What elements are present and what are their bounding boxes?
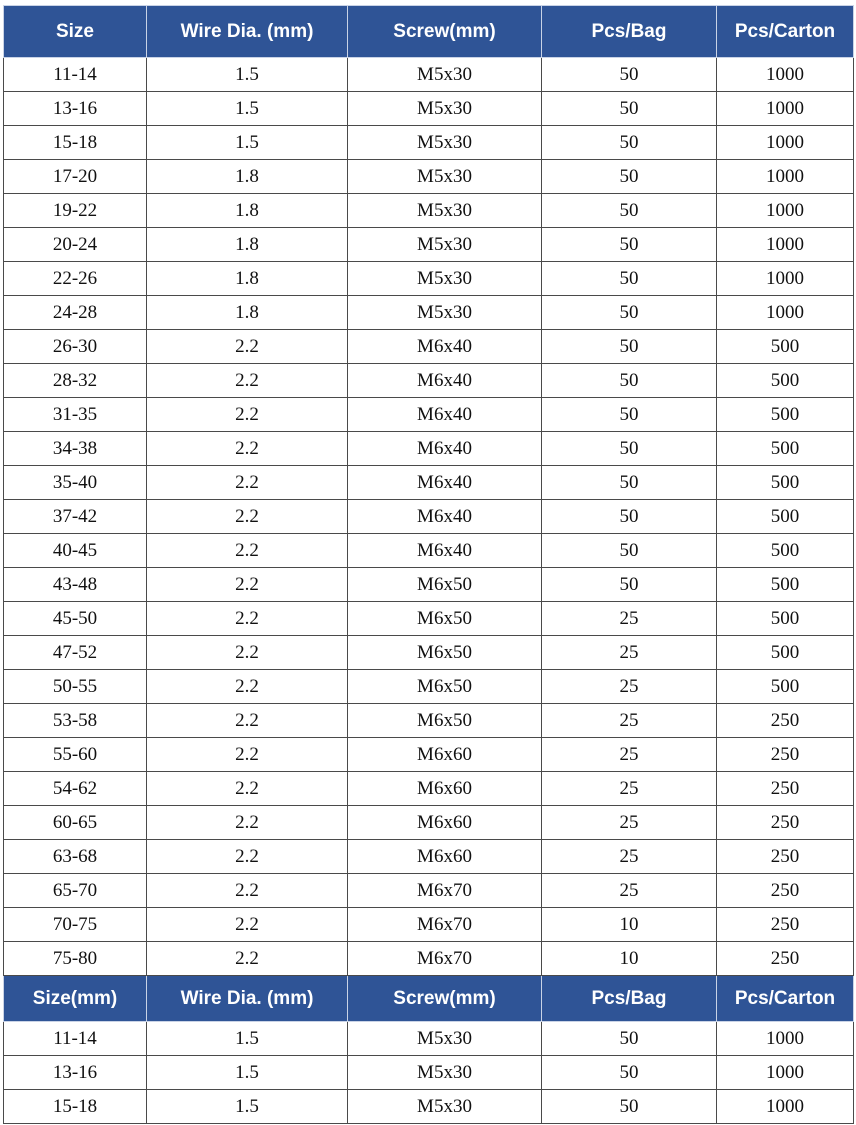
column-header-wire-dia: Wire Dia. (mm)	[147, 976, 348, 1022]
cell-size: 54-62	[4, 772, 147, 806]
cell-screw: M6x50	[348, 568, 542, 602]
cell-size: 11-14	[4, 58, 147, 92]
cell-pcs-carton: 1000	[717, 1090, 854, 1124]
cell-pcs-bag: 50	[542, 398, 717, 432]
cell-size: 15-18	[4, 126, 147, 160]
cell-wire-dia: 2.2	[147, 806, 348, 840]
cell-wire-dia: 1.5	[147, 92, 348, 126]
cell-size: 47-52	[4, 636, 147, 670]
cell-pcs-carton: 1000	[717, 160, 854, 194]
cell-size: 28-32	[4, 364, 147, 398]
table-row	[4, 364, 854, 398]
cell-screw: M5x30	[348, 92, 542, 126]
cell-pcs-bag: 50	[542, 500, 717, 534]
cell-screw: M5x30	[348, 262, 542, 296]
table-row	[4, 908, 854, 942]
cell-pcs-bag: 25	[542, 840, 717, 874]
cell-size: 70-75	[4, 908, 147, 942]
cell-pcs-bag: 50	[542, 364, 717, 398]
cell-pcs-bag: 50	[542, 126, 717, 160]
table-row	[4, 262, 854, 296]
cell-size: 13-16	[4, 92, 147, 126]
cell-wire-dia: 2.2	[147, 500, 348, 534]
cell-pcs-carton: 1000	[717, 58, 854, 92]
cell-wire-dia: 2.2	[147, 738, 348, 772]
cell-screw: M5x30	[348, 228, 542, 262]
cell-wire-dia: 1.5	[147, 1090, 348, 1124]
cell-pcs-carton: 500	[717, 534, 854, 568]
cell-screw: M6x40	[348, 432, 542, 466]
header-row	[4, 976, 854, 1022]
cell-screw: M5x30	[348, 160, 542, 194]
table-row	[4, 942, 854, 976]
cell-wire-dia: 1.8	[147, 228, 348, 262]
cell-pcs-carton: 250	[717, 738, 854, 772]
cell-size: 22-26	[4, 262, 147, 296]
cell-wire-dia: 1.5	[147, 1056, 348, 1090]
cell-wire-dia: 1.5	[147, 1022, 348, 1056]
cell-size: 45-50	[4, 602, 147, 636]
cell-pcs-carton: 1000	[717, 194, 854, 228]
cell-wire-dia: 1.8	[147, 296, 348, 330]
column-header-size: Size(mm)	[4, 976, 147, 1022]
cell-pcs-carton: 1000	[717, 262, 854, 296]
cell-size: 37-42	[4, 500, 147, 534]
cell-screw: M6x50	[348, 670, 542, 704]
column-header-pcs-bag: Pcs/Bag	[542, 6, 717, 58]
cell-size: 60-65	[4, 806, 147, 840]
cell-size: 26-30	[4, 330, 147, 364]
cell-pcs-bag: 25	[542, 874, 717, 908]
cell-screw: M6x60	[348, 738, 542, 772]
cell-screw: M6x60	[348, 840, 542, 874]
cell-size: 11-14	[4, 1022, 147, 1056]
cell-pcs-bag: 50	[542, 262, 717, 296]
cell-wire-dia: 2.2	[147, 398, 348, 432]
column-header-size: Size	[4, 6, 147, 58]
table-row	[4, 670, 854, 704]
cell-wire-dia: 2.2	[147, 466, 348, 500]
cell-pcs-bag: 50	[542, 194, 717, 228]
cell-size: 43-48	[4, 568, 147, 602]
table-row	[4, 398, 854, 432]
cell-pcs-carton: 250	[717, 772, 854, 806]
cell-wire-dia: 2.2	[147, 942, 348, 976]
cell-pcs-carton: 250	[717, 704, 854, 738]
cell-pcs-carton: 1000	[717, 92, 854, 126]
cell-pcs-bag: 25	[542, 806, 717, 840]
cell-screw: M6x50	[348, 602, 542, 636]
cell-pcs-bag: 25	[542, 738, 717, 772]
table-row	[4, 806, 854, 840]
table-row	[4, 704, 854, 738]
cell-screw: M6x60	[348, 772, 542, 806]
table-row	[4, 126, 854, 160]
cell-size: 15-18	[4, 1090, 147, 1124]
cell-size: 19-22	[4, 194, 147, 228]
cell-screw: M5x30	[348, 296, 542, 330]
table-row	[4, 330, 854, 364]
table-row	[4, 194, 854, 228]
cell-screw: M6x40	[348, 534, 542, 568]
cell-pcs-bag: 50	[542, 58, 717, 92]
cell-size: 63-68	[4, 840, 147, 874]
spec-table-body	[4, 6, 854, 1124]
cell-wire-dia: 2.2	[147, 840, 348, 874]
cell-pcs-carton: 1000	[717, 126, 854, 160]
cell-wire-dia: 1.8	[147, 262, 348, 296]
cell-size: 34-38	[4, 432, 147, 466]
table-row	[4, 1056, 854, 1090]
cell-size: 13-16	[4, 1056, 147, 1090]
cell-screw: M6x50	[348, 636, 542, 670]
cell-pcs-carton: 500	[717, 636, 854, 670]
cell-screw: M6x40	[348, 364, 542, 398]
cell-wire-dia: 2.2	[147, 534, 348, 568]
cell-screw: M6x40	[348, 330, 542, 364]
column-header-pcs-carton: Pcs/Carton	[717, 6, 854, 58]
cell-screw: M6x40	[348, 398, 542, 432]
cell-pcs-bag: 50	[542, 92, 717, 126]
cell-pcs-bag: 50	[542, 296, 717, 330]
cell-pcs-bag: 50	[542, 534, 717, 568]
cell-pcs-carton: 250	[717, 840, 854, 874]
table-row	[4, 738, 854, 772]
cell-pcs-bag: 25	[542, 636, 717, 670]
table-row	[4, 636, 854, 670]
cell-pcs-bag: 25	[542, 602, 717, 636]
table-row	[4, 58, 854, 92]
cell-wire-dia: 2.2	[147, 330, 348, 364]
cell-pcs-carton: 1000	[717, 1056, 854, 1090]
cell-pcs-carton: 250	[717, 874, 854, 908]
cell-pcs-bag: 10	[542, 908, 717, 942]
cell-wire-dia: 2.2	[147, 636, 348, 670]
cell-wire-dia: 1.5	[147, 58, 348, 92]
column-header-pcs-carton: Pcs/Carton	[717, 976, 854, 1022]
table-row	[4, 534, 854, 568]
table-row	[4, 432, 854, 466]
cell-wire-dia: 2.2	[147, 568, 348, 602]
cell-size: 53-58	[4, 704, 147, 738]
cell-size: 65-70	[4, 874, 147, 908]
cell-pcs-carton: 500	[717, 364, 854, 398]
cell-wire-dia: 2.2	[147, 704, 348, 738]
cell-wire-dia: 2.2	[147, 602, 348, 636]
table-row	[4, 874, 854, 908]
cell-screw: M6x70	[348, 874, 542, 908]
column-header-screw: Screw(mm)	[348, 976, 542, 1022]
cell-pcs-carton: 500	[717, 398, 854, 432]
cell-pcs-bag: 50	[542, 160, 717, 194]
cell-size: 55-60	[4, 738, 147, 772]
header-row	[4, 6, 854, 58]
cell-wire-dia: 1.5	[147, 126, 348, 160]
cell-pcs-bag: 10	[542, 942, 717, 976]
table-row	[4, 1022, 854, 1056]
cell-size: 75-80	[4, 942, 147, 976]
cell-screw: M6x60	[348, 806, 542, 840]
cell-wire-dia: 1.8	[147, 194, 348, 228]
cell-size: 35-40	[4, 466, 147, 500]
cell-wire-dia: 2.2	[147, 908, 348, 942]
cell-pcs-bag: 50	[542, 466, 717, 500]
cell-pcs-carton: 500	[717, 670, 854, 704]
column-header-wire-dia: Wire Dia. (mm)	[147, 6, 348, 58]
cell-wire-dia: 2.2	[147, 432, 348, 466]
cell-pcs-bag: 50	[542, 1056, 717, 1090]
table-row	[4, 228, 854, 262]
cell-screw: M5x30	[348, 1090, 542, 1124]
cell-size: 24-28	[4, 296, 147, 330]
cell-pcs-carton: 1000	[717, 228, 854, 262]
cell-pcs-bag: 50	[542, 432, 717, 466]
cell-pcs-carton: 500	[717, 432, 854, 466]
table-row	[4, 840, 854, 874]
table-row	[4, 466, 854, 500]
table-row	[4, 1090, 854, 1124]
cell-pcs-bag: 25	[542, 704, 717, 738]
cell-pcs-carton: 500	[717, 330, 854, 364]
cell-pcs-bag: 25	[542, 772, 717, 806]
cell-pcs-carton: 250	[717, 908, 854, 942]
cell-screw: M5x30	[348, 58, 542, 92]
column-header-screw: Screw(mm)	[348, 6, 542, 58]
cell-wire-dia: 2.2	[147, 670, 348, 704]
cell-screw: M5x30	[348, 194, 542, 228]
cell-size: 20-24	[4, 228, 147, 262]
cell-screw: M5x30	[348, 126, 542, 160]
cell-size: 50-55	[4, 670, 147, 704]
cell-wire-dia: 2.2	[147, 772, 348, 806]
cell-pcs-bag: 50	[542, 1022, 717, 1056]
cell-pcs-carton: 500	[717, 602, 854, 636]
table-row	[4, 296, 854, 330]
cell-screw: M5x30	[348, 1056, 542, 1090]
cell-size: 31-35	[4, 398, 147, 432]
cell-pcs-bag: 50	[542, 1090, 717, 1124]
cell-pcs-carton: 1000	[717, 1022, 854, 1056]
cell-pcs-carton: 250	[717, 806, 854, 840]
cell-screw: M6x40	[348, 500, 542, 534]
cell-pcs-bag: 25	[542, 670, 717, 704]
table-row	[4, 500, 854, 534]
spec-table	[3, 5, 854, 1124]
cell-wire-dia: 2.2	[147, 874, 348, 908]
cell-pcs-bag: 50	[542, 568, 717, 602]
cell-pcs-carton: 500	[717, 466, 854, 500]
cell-wire-dia: 1.8	[147, 160, 348, 194]
cell-pcs-bag: 50	[542, 228, 717, 262]
cell-pcs-carton: 1000	[717, 296, 854, 330]
table-row	[4, 602, 854, 636]
cell-pcs-carton: 500	[717, 568, 854, 602]
cell-size: 40-45	[4, 534, 147, 568]
cell-screw: M6x70	[348, 942, 542, 976]
cell-pcs-bag: 50	[542, 330, 717, 364]
cell-screw: M6x70	[348, 908, 542, 942]
table-row	[4, 568, 854, 602]
cell-size: 17-20	[4, 160, 147, 194]
cell-screw: M6x50	[348, 704, 542, 738]
cell-wire-dia: 2.2	[147, 364, 348, 398]
table-row	[4, 92, 854, 126]
cell-pcs-carton: 250	[717, 942, 854, 976]
table-row	[4, 772, 854, 806]
cell-pcs-carton: 500	[717, 500, 854, 534]
table-row	[4, 160, 854, 194]
cell-screw: M6x40	[348, 466, 542, 500]
column-header-pcs-bag: Pcs/Bag	[542, 976, 717, 1022]
cell-screw: M5x30	[348, 1022, 542, 1056]
